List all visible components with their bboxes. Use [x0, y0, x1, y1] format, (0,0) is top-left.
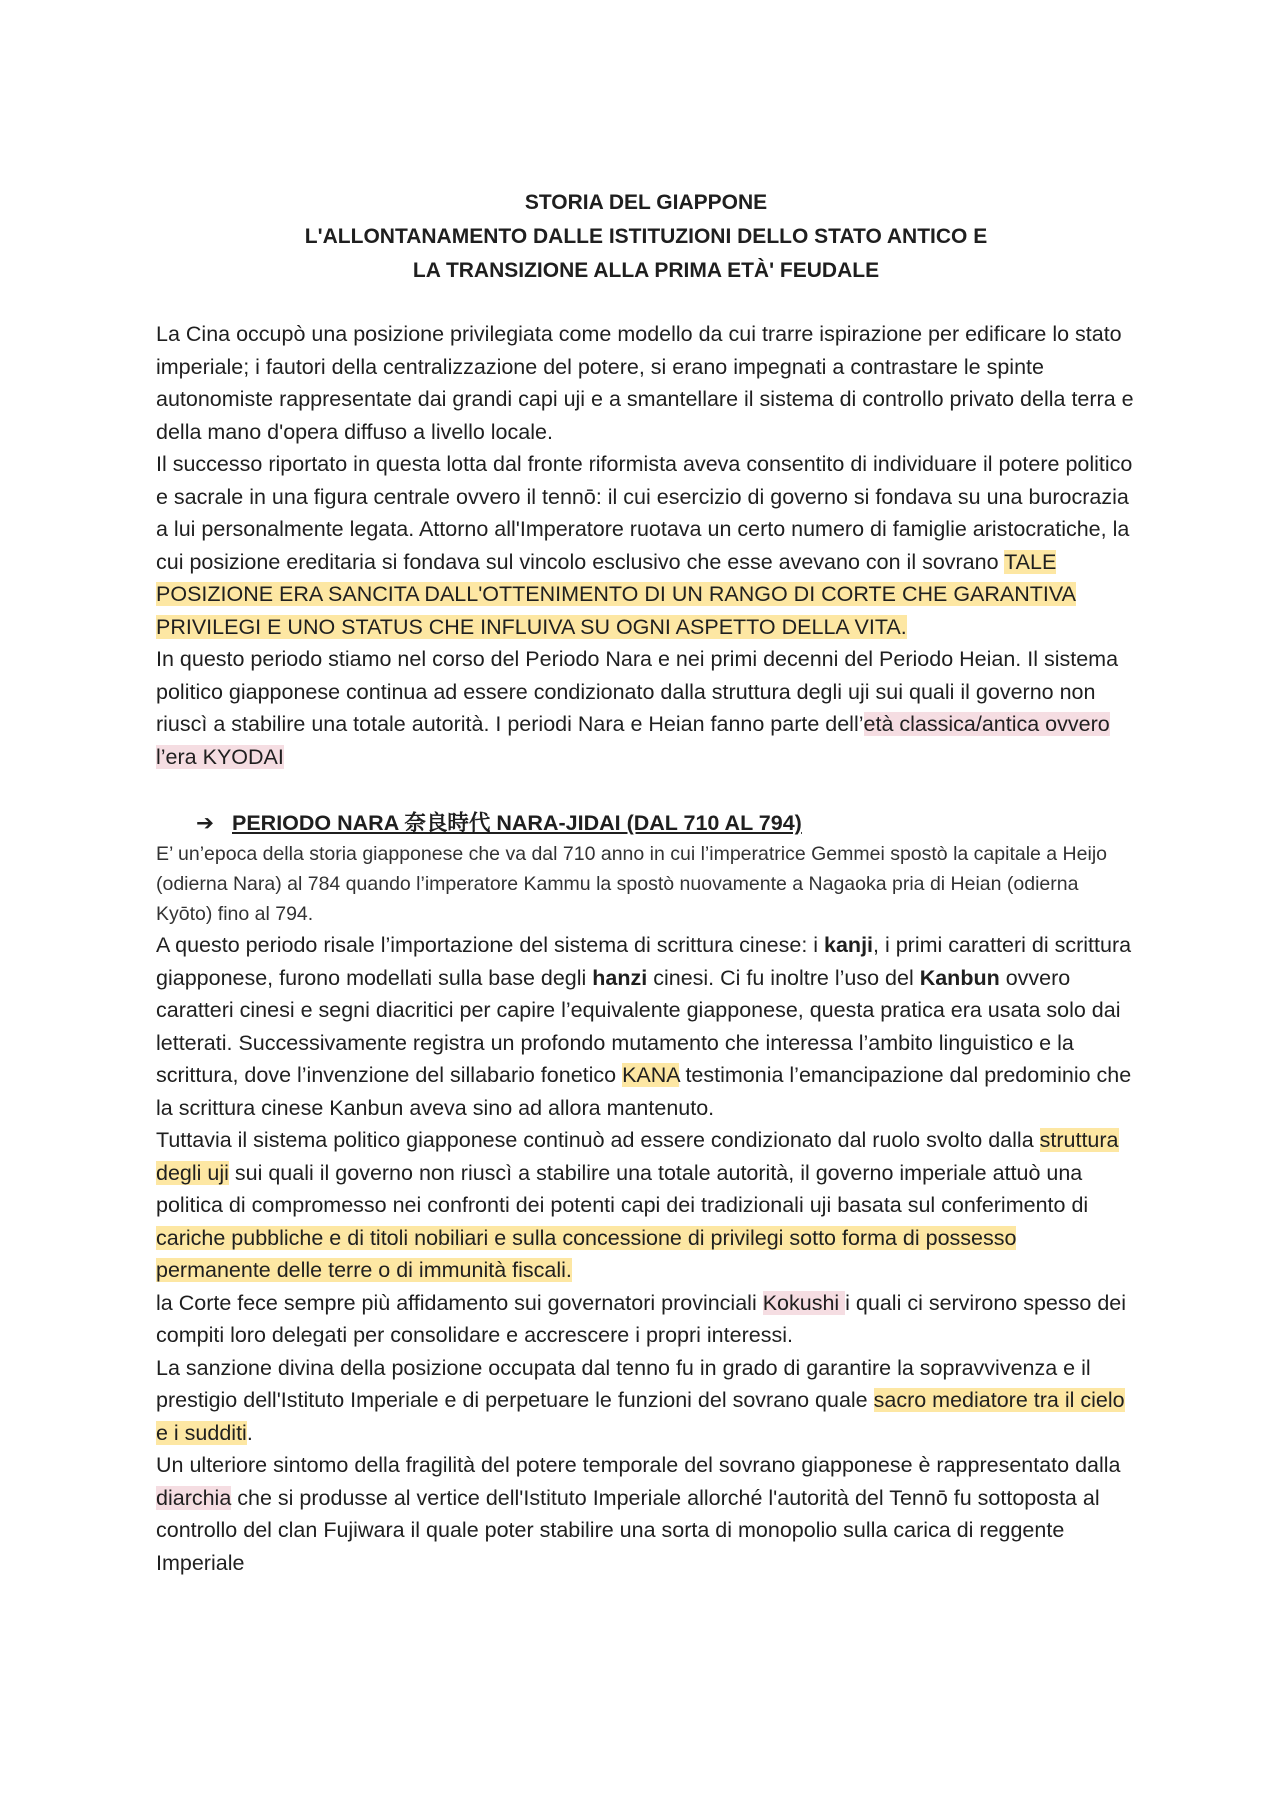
- paragraph-kokushi: [156, 1287, 1136, 1352]
- paragraph-text: Un ulteriore sintomo della fragilità del potere temporale del sovrano giapponese è rappresentato dalla: [156, 1453, 1121, 1477]
- paragraph-text: , i primi caratteri di scrittura giapponese, furono modellati sulla base degli: [156, 933, 1132, 990]
- section-intro: E’ un’epoca della storia giapponese che va dal 710 anno in cui l’imperatrice Gemmei spostò la capitale a Heijo (odierna Nara) al 784 quando l’imperatore Kammu la spostò nuovamente a Nagaoka pria di Heian (odierna Kyōto) fino al 794.: [156, 843, 1107, 925]
- paragraph-uji: [156, 1124, 1136, 1287]
- paragraph-text: Il successo riportato in questa lotta dal fronte riformista aveva consentito di individuare il potere politico e sacrale in una figura centrale ovvero il tennō: il cui esercizio di governo si fondava su una burocrazia a lui personalmente legata. Attorno all'Imperatore ruotava un certo numero di famiglie aristocratiche, la cui posizione ereditaria si fondava sul vincolo esclusivo che esse avevano con il sovrano: [156, 452, 1133, 574]
- paragraph-text: testimonia l’emancipazione dal predominio che la scrittura cinese Kanbun aveva sino ad allora mantenuto.: [156, 1063, 1132, 1120]
- paragraph-text: sui quali il governo non riuscì a stabilire una totale autorità, il governo imperiale attuò una politica di compromesso nei confronti dei potenti capi dei tradizionali uji basata sul conferimento di: [156, 1160, 1089, 1217]
- paragraph-text: .: [246, 1420, 253, 1445]
- bold-term: kanji: [824, 933, 874, 957]
- title-line-1: STORIA DEL GIAPPONE: [524, 191, 768, 214]
- paragraph-intro-cina: [156, 318, 1136, 773]
- paragraph-text: Tuttavia il sistema politico giapponese continuò ad essere condizionato dal ruolo svolto dalla: [156, 1128, 1040, 1152]
- title-line-2: L'ALLONTANAMENTO DALLE ISTITUZIONI DELLO STATO ANTICO E: [304, 225, 988, 248]
- highlight-pink: diarchia: [156, 1485, 232, 1510]
- highlight-yellow: TALE POSIZIONE ERA SANCITA DALL'OTTENIMENTO DI UN RANGO DI CORTE CHE GARANTIVA PRIVILEGI E UNO STATUS CHE INFLUIVA SU OGNI ASPETTO DELLA VITA.: [156, 549, 1076, 639]
- bold-term: hanzi: [592, 965, 648, 990]
- highlight-yellow: struttura degli uji: [156, 1128, 1119, 1185]
- paragraph-text: In questo periodo stiamo nel corso del Periodo Nara e nei primi decenni del Periodo Heian. Il sistema politico giapponese continua ad essere condizionato dalla struttura degli uji sui quali il governo non riuscì a stabilire una totale autorità. I periodi Nara e Heian fanno parte dell’: [156, 647, 1119, 736]
- section-heading-periodo-nara: [196, 807, 1136, 839]
- arrow-right-icon: ➔: [196, 811, 215, 835]
- paragraph-text: che si produsse al vertice dell'Istituto Imperiale allorché l'autorità del Tennō fu sottoposta al controllo del clan Fujiwara il quale poter stabilire una sorta di monopolio sulla carica di reggente Imperiale: [156, 1485, 1100, 1575]
- paragraph-text: cinesi. Ci fu inoltre l’uso del: [647, 965, 920, 990]
- bold-term: Kanbun: [919, 965, 1000, 990]
- paragraph-text: La sanzione divina della posizione occupata dal tenno fu in grado di garantire la sopravvivenza e il prestigio dell'Istituto Imperiale e di perpetuare le funzioni del sovrano quale: [156, 1355, 1091, 1412]
- document-title: [156, 186, 1136, 288]
- highlight-yellow: sacro mediatore tra il cielo e i sudditi: [156, 1388, 1125, 1445]
- paragraph-tenno: [156, 1352, 1136, 1450]
- paragraph-text: A questo periodo risale l’importazione del sistema di scrittura cinese: i: [156, 933, 825, 957]
- paragraph-text: la Corte fece sempre più affidamento sui governatori provinciali: [156, 1290, 763, 1315]
- highlight-yellow: cariche pubbliche e di titoli nobiliari e sulla concessione di privilegi sotto forma di possesso permanente delle terre o di immunità fiscali.: [156, 1225, 1017, 1282]
- paragraph-text: i quali ci servirono spesso dei compiti loro delegati per consolidare e accrescere i propri interessi.: [156, 1290, 1127, 1347]
- title-line-3: LA TRANSIZIONE ALLA PRIMA ETÀ' FEUDALE: [412, 259, 880, 282]
- highlight-pink: età classica/antica ovvero l’era KYODAI: [156, 712, 1110, 769]
- highlight-yellow: KANA: [622, 1063, 680, 1087]
- paragraph-text: ovvero caratteri cinesi e segni diacritici per capire l’equivalente giapponese, questa pratica era usata solo dai letterati. Successivamente registra un profondo mutamento che interessa l’ambito linguistico e la scrittura, dove l’invenzione del sillabario fonetico: [156, 965, 1121, 1087]
- highlight-pink: Kokushi: [762, 1290, 846, 1315]
- section-heading-text: PERIODO NARA 奈良時代 NARA-JIDAI (DAL 710 AL 794): [232, 811, 802, 835]
- paragraph-scrittura: [156, 929, 1136, 1124]
- paragraph-diarchia: [156, 1449, 1136, 1579]
- document-page: [156, 186, 1136, 1579]
- paragraph-text: La Cina occupò una posizione privilegiata come modello da cui trarre ispirazione per edificare lo stato imperiale; i fautori della centralizzazione del potere, si erano impegnati a contrastare le spinte autonomiste rappresentate dai grandi capi uji e a smantellare il sistema di controllo privato della terra e della mano d'opera diffuso a livello locale.: [156, 322, 1134, 444]
